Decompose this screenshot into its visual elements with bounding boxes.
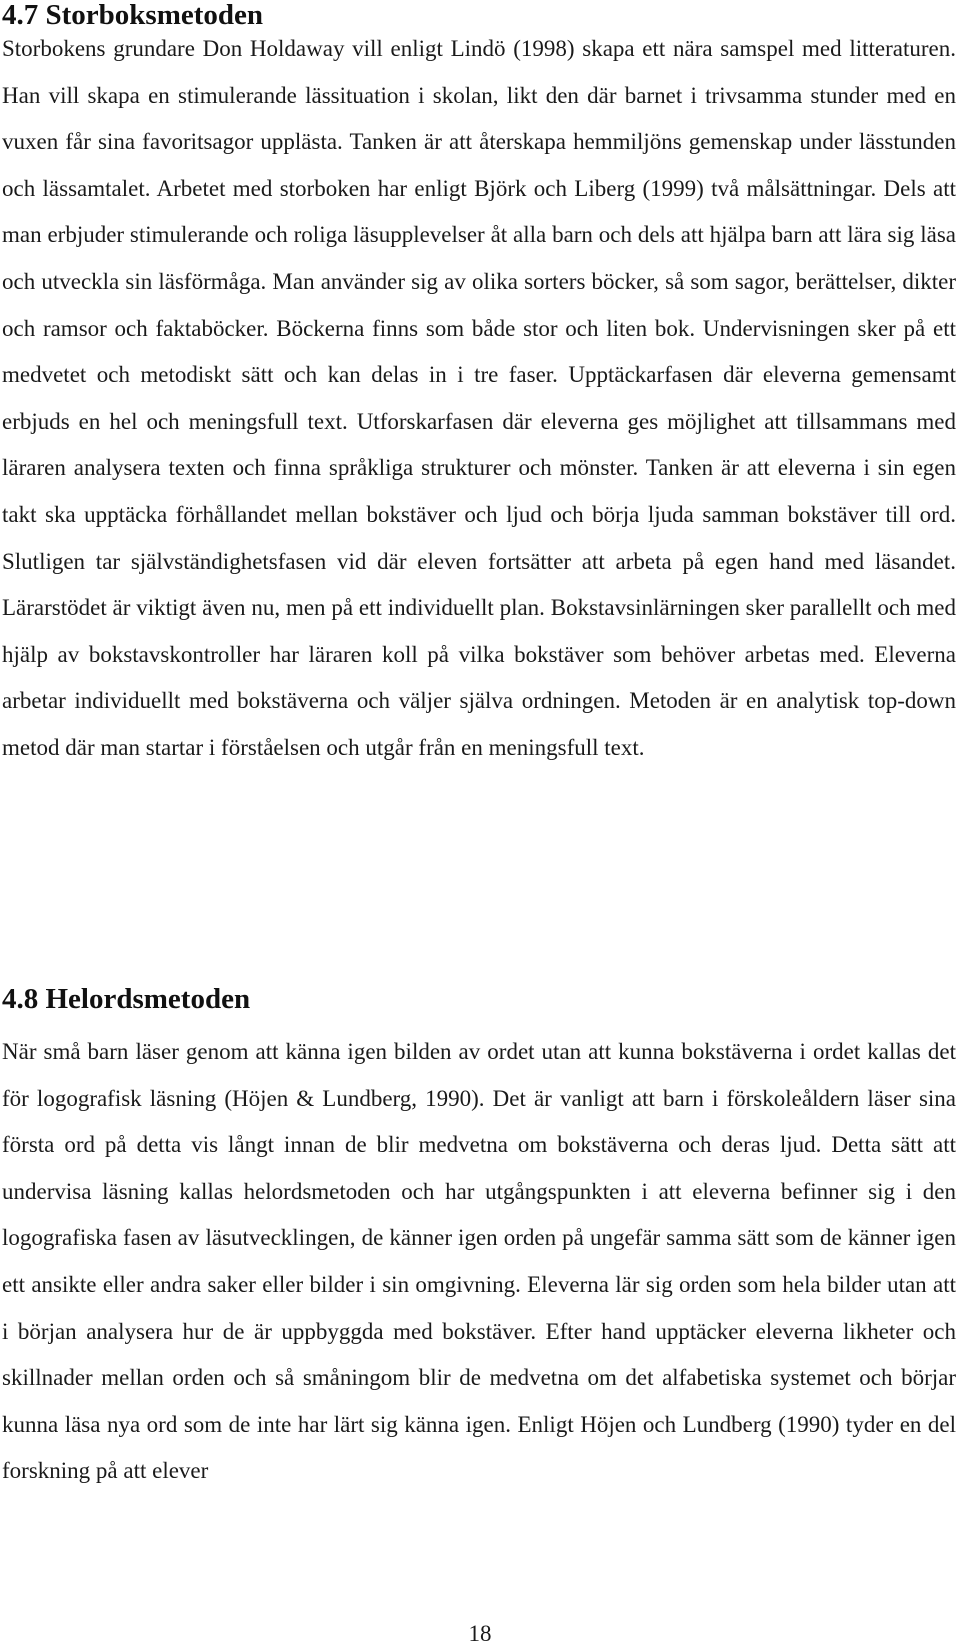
page-number: 18 (468, 1621, 492, 1646)
section-heading-helordsmetoden: 4.8 Helordsmetoden (2, 983, 251, 1015)
section-paragraph-helordsmetoden: När små barn läser genom att känna igen bilden av ordet utan att kunna bokstäverna i ordet kallas det för logografisk läsning (Höjen & Lundberg, 1990). Det är vanligt att barn i förskoleåldern läser sina första ord på detta vis långt innan de blir medvetna om bokstäverna och deras ljud. Detta sätt att undervisa läsning kallas helordsmetoden och har utgångspunkten i att eleverna befinner sig i den logografiska fasen av läsutvecklingen, de känner igen orden på ungefär samma sätt som de känner igen ett ansikte eller andra saker eller bilder i sin omgivning. Eleverna lär sig orden som hela bilder utan att i början analysera hur de är uppbyggda med bokstäver. Efter hand upptäcker eleverna likheter och skillnader mellan orden och så småningom blir de medvetna om det alfabetiska systemet och börjar kunna läsa nya ord som de inte har lärt sig känna igen. Enligt Höjen och Lundberg (1990) tyder en del forskning på att elever (2, 1039, 956, 1484)
section-paragraph-storboksmetoden: Storbokens grundare Don Holdaway vill enligt Lindö (1998) skapa ett nära samspel med litteraturen. Han vill skapa en stimulerande lässituation i skolan, likt den där barnet i trivsamma stunder med en vuxen får sina favoritsagor upplästa. Tanken är att återskapa hemmiljöns gemenskap under lässtunden och lässamtalet. Arbetet med storboken har enligt Björk och Liberg (1999) två målsättningar. Dels att man erbjuder stimulerande och roliga läsupplevelser åt alla barn och dels att hjälpa barn att lära sig läsa och utveckla sin läsförmåga. Man använder sig av olika sorters böcker, så som sagor, berättelser, dikter och ramsor och faktaböcker. Böckerna finns som både stor och liten bok. Undervisningen sker på ett medvetet och metodiskt sätt och kan delas in i tre faser. Upptäckarfasen där eleverna gemensamt erbjuds en hel och meningsfull text. Utforskarfasen där eleverna ges möjlighet att tillsammans med läraren analysera texten och finna språkliga strukturer och mönster. Tanken är att eleverna i sin egen takt ska upptäcka förhållandet mellan bokstäver och ljud och börja ljuda samman bokstäver till ord. Slutligen tar självständighetsfasen vid där eleven fortsätter att arbeta på egen hand med läsandet. Lärarstödet är viktigt även nu, men på ett individuellt plan. Bokstavsinlärningen sker parallellt och med hjälp av bokstavskontroller har läraren koll på vilka bokstäver som behöver arbetas med. Eleverna arbetar individuellt med bokstäverna och väljer själva ordningen. Metoden är en analytisk top-down metod där man startar i förståelsen och utgår från en meningsfull text. (2, 36, 956, 760)
section-heading-storboksmetoden: 4.7 Storboksmetoden (2, 0, 264, 31)
